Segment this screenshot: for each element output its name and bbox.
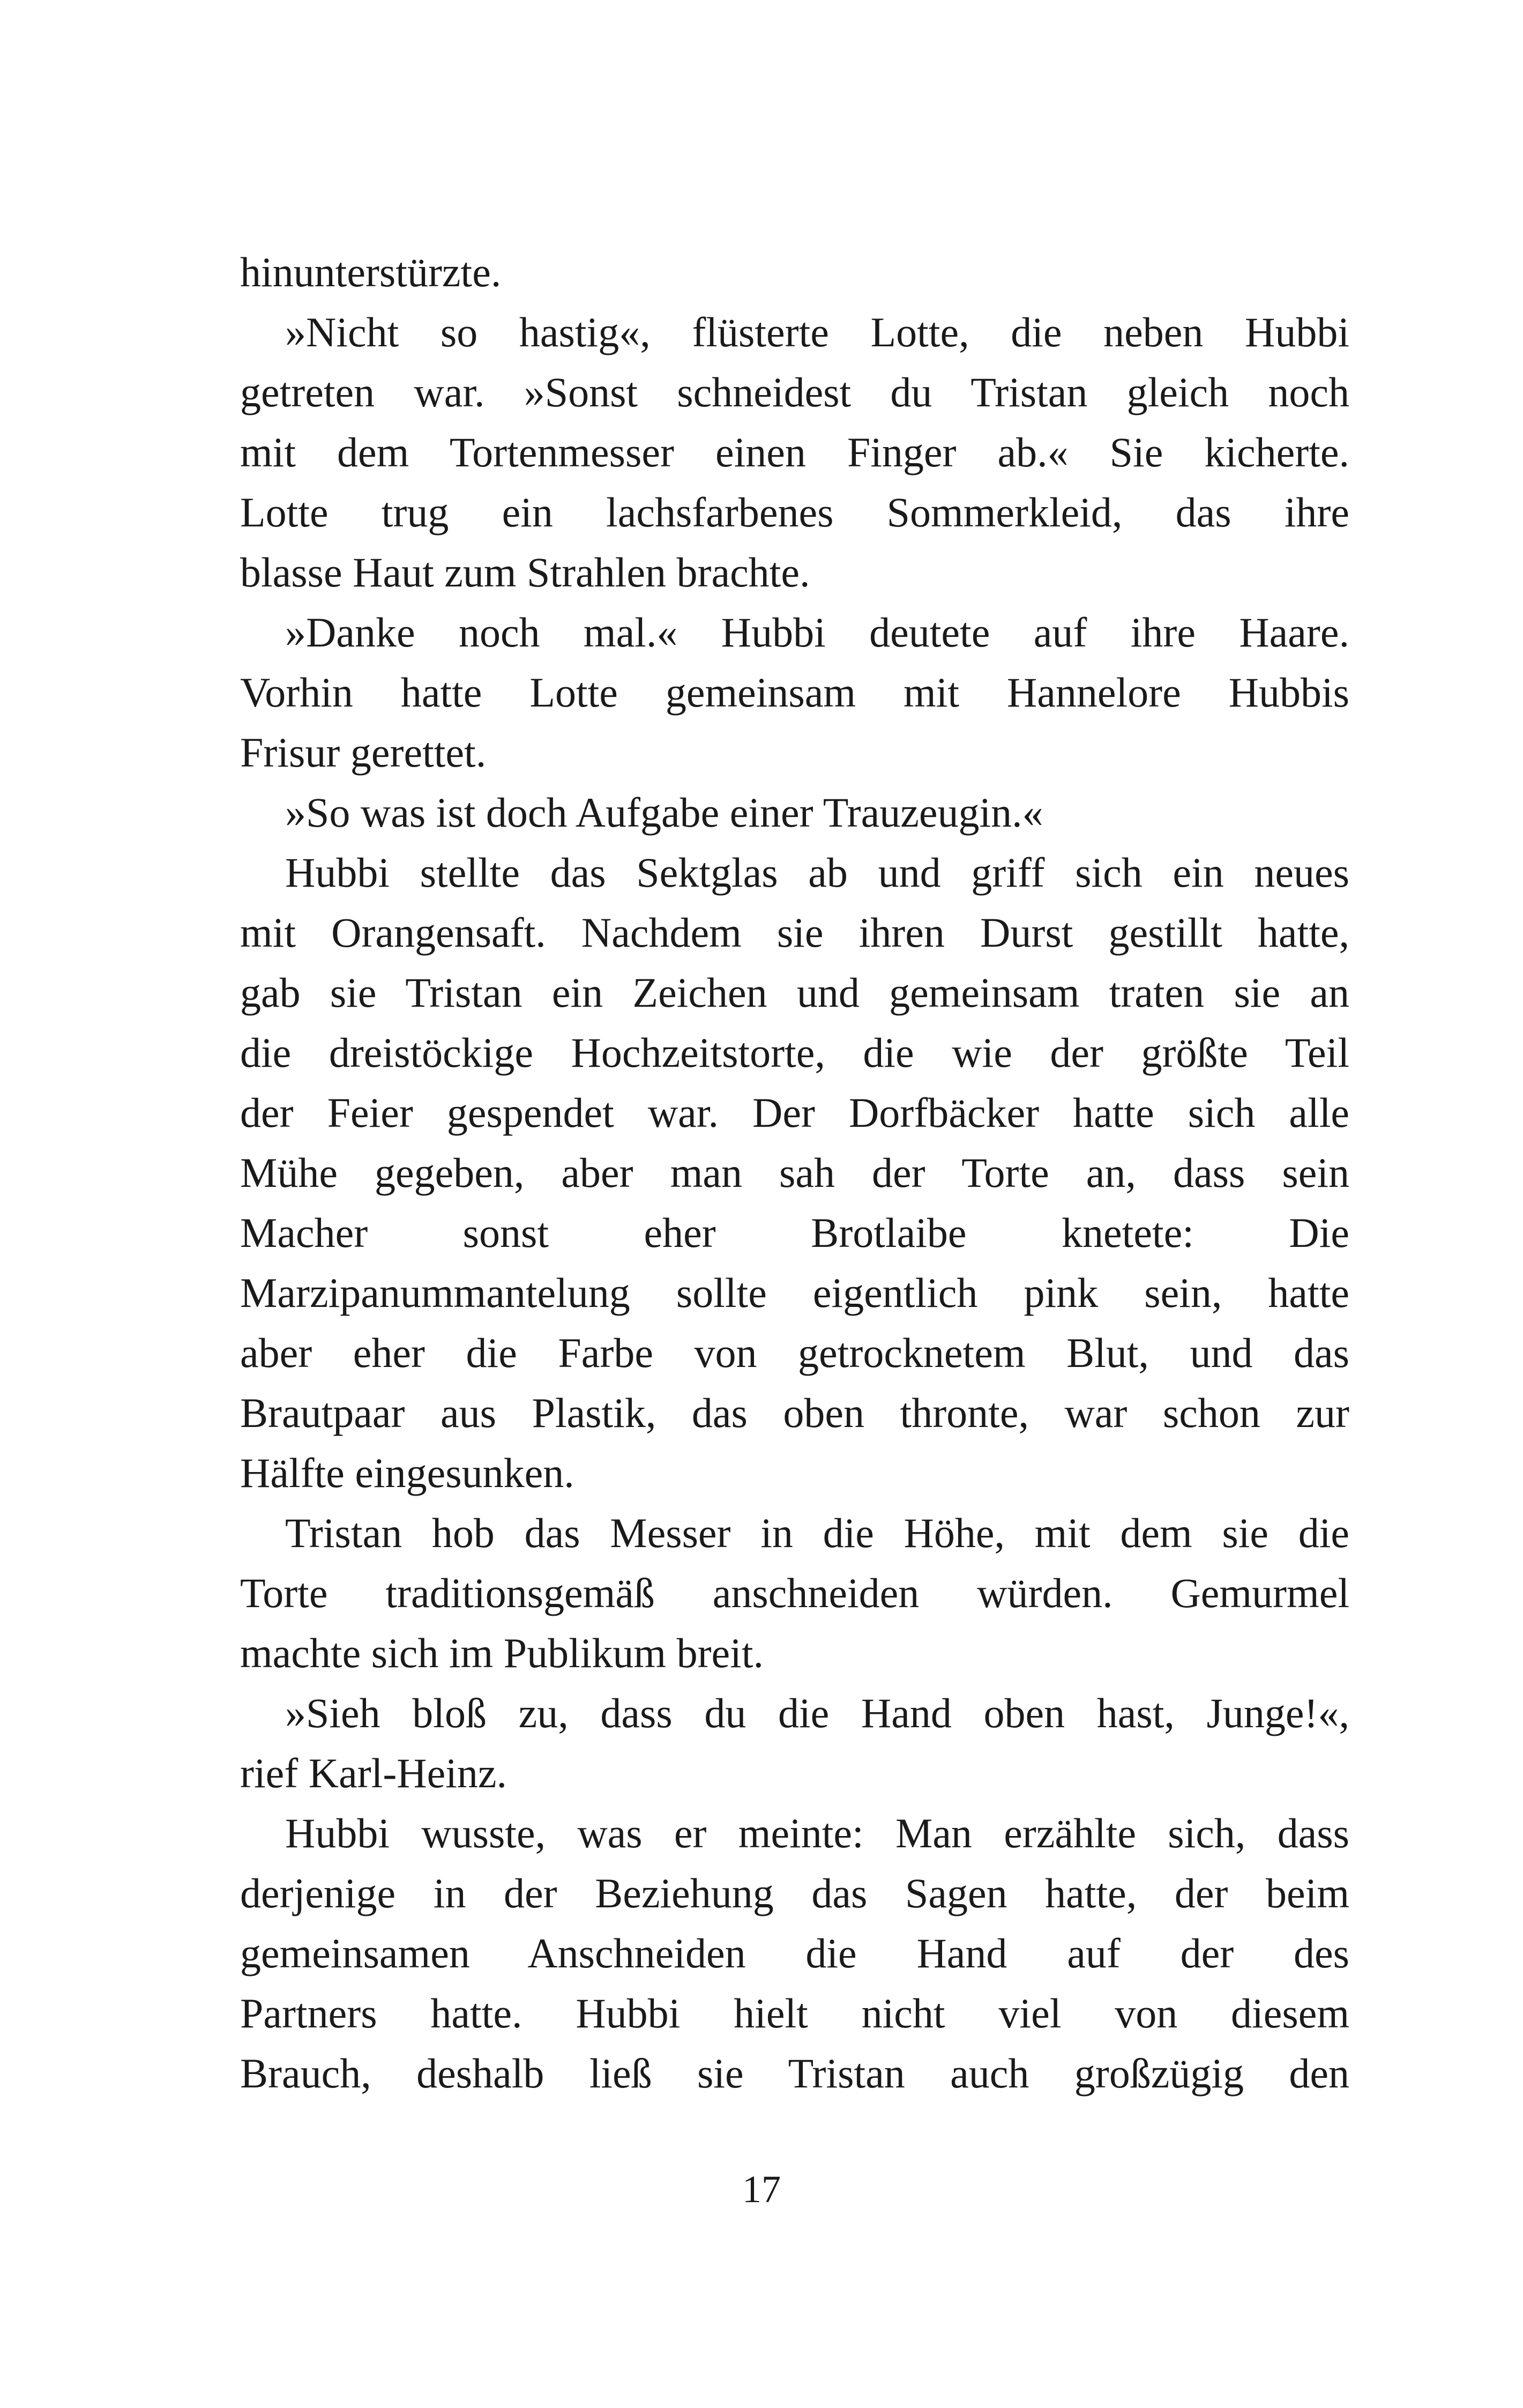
text-line: Mühe gegeben, aber man sah der Torte an, dass sein xyxy=(240,1149,1349,1196)
text-line: Brauch, deshalb ließ sie Tristan auch großzügig den xyxy=(240,2050,1349,2097)
text-line: Hubbi wusste, was er meinte: Man erzählte sich, dass xyxy=(285,1810,1349,1856)
text-line: Lotte trug ein lachsfarbenes Sommerkleid, das ihre xyxy=(240,489,1349,536)
text-line: mit Orangensaft. Nachdem sie ihren Durst gestillt hatte, xyxy=(240,909,1349,956)
body-text xyxy=(240,242,1349,2104)
text-line: Macher sonst eher Brotlaibe knetete: Die xyxy=(240,1209,1349,1256)
text-line: Hälfte eingesunken. xyxy=(240,1450,574,1496)
text-line: Partners hatte. Hubbi hielt nicht viel von diesem xyxy=(240,1990,1349,2037)
text-line: Marzipanummantelung sollte eigentlich pink sein, hatte xyxy=(240,1269,1349,1316)
text-line: derjenige in der Beziehung das Sagen hatte, der beim xyxy=(240,1870,1349,1916)
text-line: blasse Haut zum Strahlen brachte. xyxy=(240,549,810,596)
text-line: mit dem Tortenmesser einen Finger ab.« Sie kicherte. xyxy=(240,429,1349,475)
text-line: Vorhin hatte Lotte gemeinsam mit Hannelore Hubbis xyxy=(240,669,1349,716)
text-line: Torte traditionsgemäß anschneiden würden. Gemurmel xyxy=(240,1570,1349,1616)
text-line: Hubbi stellte das Sektglas ab und griff sich ein neues xyxy=(285,849,1349,896)
page-number: 17 xyxy=(742,2168,781,2211)
text-line: »Sieh bloß zu, dass du die Hand oben hast, Junge!«, xyxy=(285,1690,1349,1736)
text-line: getreten war. »Sonst schneidest du Tristan gleich noch xyxy=(240,369,1349,415)
text-line: Brautpaar aus Plastik, das oben thronte, war schon zur xyxy=(240,1389,1349,1436)
text-line: Frisur gerettet. xyxy=(240,729,487,776)
text-line: »Nicht so hastig«, flüsterte Lotte, die neben Hubbi xyxy=(285,309,1349,355)
text-line: »Danke noch mal.« Hubbi deutete auf ihre Haare. xyxy=(285,609,1349,656)
text-line: »So was ist doch Aufgabe einer Trauzeugin.« xyxy=(285,789,1043,836)
text-line: gemeinsamen Anschneiden die Hand auf der des xyxy=(240,1930,1349,1976)
text-line: hinunterstürzte. xyxy=(240,249,502,295)
text-line: gab sie Tristan ein Zeichen und gemeinsam traten sie an xyxy=(240,969,1349,1016)
text-line: Tristan hob das Messer in die Höhe, mit dem sie die xyxy=(285,1510,1349,1556)
text-line: der Feier gespendet war. Der Dorfbäcker hatte sich alle xyxy=(240,1089,1349,1136)
text-line: die dreistöckige Hochzeitstorte, die wie der größte Teil xyxy=(240,1029,1349,1076)
text-line: rief Karl-Heinz. xyxy=(240,1750,507,1796)
text-line: machte sich im Publikum breit. xyxy=(240,1630,764,1676)
text-line: aber eher die Farbe von getrocknetem Blut, und das xyxy=(240,1329,1349,1376)
